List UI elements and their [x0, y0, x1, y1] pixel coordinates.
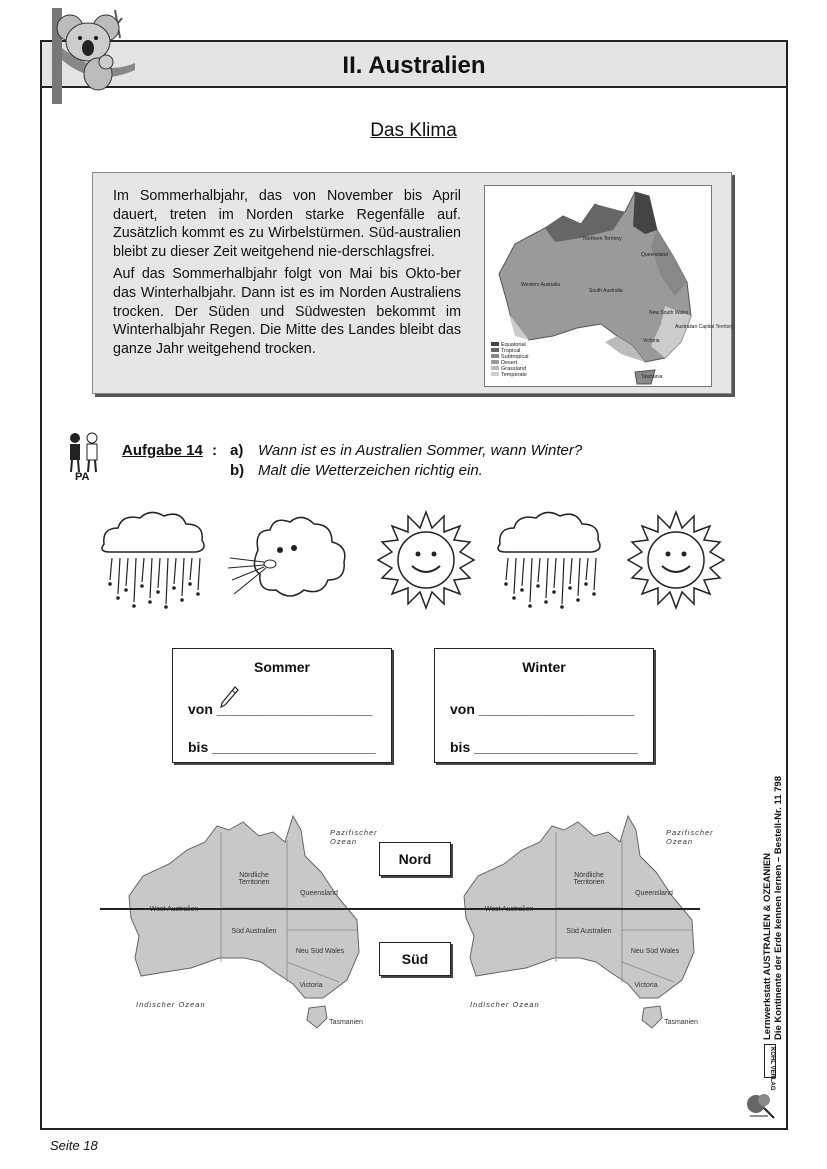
section-title: Das Klima [370, 120, 457, 141]
summer-box [172, 648, 392, 763]
map-region-vic: Victoria [643, 338, 660, 344]
task-b-text: Malt die Wetterzeichen richtig ein. [258, 462, 483, 479]
task-colon: : [212, 442, 217, 459]
region-nt-line1: Nördliche [574, 872, 604, 879]
region-nsw: Neu Süd Wales [295, 948, 345, 955]
sidebar-line2: Die Kontinente der Erde kennen lernen – Bestell-Nr. 11 798 [773, 776, 784, 1040]
page-header [40, 40, 788, 88]
region-nsw: Neu Süd Wales [630, 948, 680, 955]
rain-cloud-icon [96, 510, 216, 610]
map-region-act: Australian Capital Territory [675, 324, 734, 330]
region-qld: Queensland [300, 890, 338, 897]
summer-to-field[interactable]: bis _____________________ [188, 739, 376, 755]
ocean-indian-left: Indischer Ozean [136, 1000, 206, 1009]
region-nt [221, 872, 287, 886]
paragraph-winter: Auf das Sommerhalbjahr folgt von Mai bis Okto-ber das Winterhalbjahr. Dann ist es im Norden Australiens trocken. Der Süden und Südwesten bekommt im Winterhalbjahr Regen. Die Mitte des Landes bleibt das ganze Jahr weitgehend trocken. [113, 266, 461, 357]
publisher-name: KOHL VERLAG [769, 1047, 775, 1091]
legend-desert: Desert [501, 360, 518, 366]
sun-icon [366, 510, 486, 610]
wind-cloud-icon [228, 510, 348, 610]
region-nt-line2: Territorien [238, 879, 270, 886]
ocean-pacific-left-line1: Pazifischer [330, 828, 378, 837]
sidebar-line1: Lernwerkstatt AUSTRALIEN & OZEANIEN [762, 852, 773, 1040]
legend-temperate: Temperate [501, 372, 527, 378]
winter-title: Winter [522, 659, 566, 675]
north-label: Nord [379, 842, 451, 876]
region-sa: Süd Australien [231, 928, 277, 935]
legend-grassland: Grassland [501, 366, 527, 372]
task-b-key: b) [230, 462, 245, 479]
region-tas: Tasmanien [329, 1019, 363, 1026]
winter-to-field[interactable]: bis _____________________ [450, 739, 638, 755]
ocean-pacific-left-line2: Ozean [330, 837, 358, 846]
map-region-sa: South Australia [589, 288, 623, 294]
climate-map-graphic [485, 186, 734, 388]
map-region-nsw: New South Wales [649, 310, 689, 316]
sidebar-text [762, 740, 784, 1040]
summer-title: Sommer [253, 659, 311, 675]
task-a-key: a) [230, 442, 244, 459]
equator-line [100, 908, 700, 910]
pa-label: PA [75, 471, 90, 483]
region-vic: Victoria [634, 982, 658, 989]
summer-from-field[interactable]: von ____________________ [188, 701, 373, 717]
legend-tropical: Tropical [501, 348, 521, 354]
climate-info-box [92, 172, 732, 394]
task-a-text: Wann ist es in Australien Sommer, wann Winter? [258, 442, 583, 459]
page-number: Seite 18 [50, 1138, 98, 1153]
map-region-tas: Tasmania [641, 374, 663, 380]
page-title: II. Australien [342, 52, 486, 79]
south-label: Süd [379, 942, 451, 976]
paragraph-summer: Im Sommerhalbjahr, das von November bis April dauert, treten im Norden starke Regenfälle auf. Zusätzlich kommt es zu Wirbelstürmen. Süd-australien bleibt zu dieser Zeit weitgehend nie-derschlagsfrei. [113, 188, 461, 260]
region-tas: Tasmanien [664, 1019, 698, 1026]
map-region-qld: Queensland [641, 252, 668, 258]
region-vic: Victoria [299, 982, 323, 989]
ocean-pacific-right-line1: Pazifischer [666, 828, 714, 837]
climate-map [484, 185, 734, 387]
region-nt-line2: Territorien [573, 879, 605, 886]
publisher-logo-icon [744, 1090, 778, 1120]
climate-text [113, 187, 461, 362]
ocean-pacific-left [330, 828, 378, 846]
map-region-nt: Northern Territory [583, 236, 622, 242]
koala-icon [40, 8, 140, 104]
task-label: Aufgabe 14 [122, 442, 203, 459]
rain-cloud-icon [492, 510, 612, 610]
map-region-wa: Western Australia [521, 282, 561, 288]
sun-icon [616, 510, 736, 610]
region-nt [556, 872, 622, 886]
publisher-badge [764, 1044, 776, 1091]
ocean-indian-right: Indischer Ozean [470, 1000, 540, 1009]
winter-box [434, 648, 654, 763]
ocean-pacific-right-line2: Ozean [666, 837, 694, 846]
region-sa: Süd Australien [566, 928, 612, 935]
legend-equatorial: Equatorial [501, 342, 526, 348]
region-qld: Queensland [635, 890, 673, 897]
winter-from-field[interactable]: von ____________________ [450, 701, 635, 717]
legend-subtropical: Subtropical [501, 354, 529, 360]
region-nt-line1: Nördliche [239, 872, 269, 879]
ocean-pacific-right [666, 828, 714, 846]
